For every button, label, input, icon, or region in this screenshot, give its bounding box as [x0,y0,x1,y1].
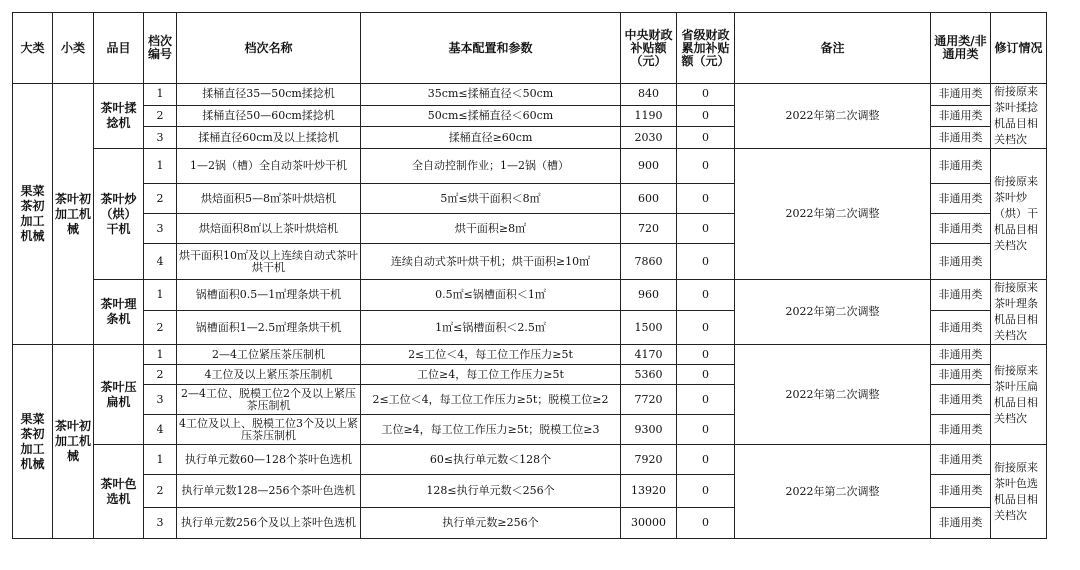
central-subsidy-cell: 1190 [621,105,677,127]
header-general: 通用类/非通用类 [931,13,991,84]
level-number-cell: 3 [144,385,177,415]
header-note: 备注 [735,13,931,84]
level-number-cell: 1 [144,280,177,311]
config-cell: 50cm≤揉桶直径＜60cm [361,105,621,127]
subsidy-table-sheet [12,12,1047,539]
table-row [13,149,1047,184]
config-cell: 2≤工位＜4，每工位工作压力≥5t [361,345,621,365]
central-subsidy-cell: 5360 [621,365,677,385]
level-name-cell: 执行单元数256个及以上茶叶色选机 [177,508,361,539]
config-cell: 执行单元数≥256个 [361,508,621,539]
central-subsidy-cell: 7720 [621,385,677,415]
central-subsidy-cell: 960 [621,280,677,311]
provincial-subsidy-cell: 0 [677,149,735,184]
provincial-subsidy-cell: 0 [677,415,735,445]
level-name-cell: 执行单元数60—128个茶叶色选机 [177,445,361,475]
level-name-cell: 锅槽面积0.5—1㎡理条烘干机 [177,280,361,311]
central-subsidy-cell: 4170 [621,345,677,365]
level-name-cell: 揉桶直径50—60cm揉捻机 [177,105,361,127]
central-subsidy-cell: 9300 [621,415,677,445]
level-number-cell: 3 [144,508,177,539]
level-number-cell: 1 [144,149,177,184]
config-cell: 2≤工位＜4，每工位工作压力≥5t；脱模工位≥2 [361,385,621,415]
subsidy-table [12,12,1047,539]
provincial-subsidy-cell: 0 [677,385,735,415]
table-row [13,84,1047,106]
general-type-cell: 非通用类 [931,105,991,127]
table-row [13,345,1047,365]
level-name-cell: 4工位及以上、脱模工位3个及以上紧压茶压制机 [177,415,361,445]
general-type-cell: 非通用类 [931,345,991,365]
minor-category-cell: 茶叶初加工机械 [53,345,94,539]
revision-cell: 衔接原来茶叶压扁机品目相关档次 [991,345,1047,445]
general-type-cell: 非通用类 [931,244,991,280]
revision-cell: 衔接原来茶叶理条机品目相关档次 [991,280,1047,345]
level-name-cell: 4工位及以上紧压茶压制机 [177,365,361,385]
central-subsidy-cell: 2030 [621,127,677,149]
general-type-cell: 非通用类 [931,365,991,385]
table-header-row [13,13,1047,84]
central-subsidy-cell: 840 [621,84,677,106]
config-cell: 烘干面积≥8㎡ [361,214,621,244]
major-category-cell: 果菜茶初加工机械 [13,345,53,539]
config-cell: 1㎡≤锅槽面积＜2.5㎡ [361,311,621,345]
minor-category-cell: 茶叶初加工机械 [53,84,94,345]
item-cell: 茶叶压扁机 [94,345,144,445]
config-cell: 连续自动式茶叶烘干机；烘干面积≥10㎡ [361,244,621,280]
provincial-subsidy-cell: 0 [677,184,735,214]
header-config: 基本配置和参数 [361,13,621,84]
provincial-subsidy-cell: 0 [677,244,735,280]
header-minor: 小类 [53,13,94,84]
general-type-cell: 非通用类 [931,385,991,415]
level-number-cell: 2 [144,365,177,385]
revision-cell: 衔接原来茶叶揉捻机品目相关档次 [991,84,1047,149]
provincial-subsidy-cell: 0 [677,311,735,345]
provincial-subsidy-cell: 0 [677,475,735,508]
header-provincial-subsidy: 省级财政累加补贴额（元） [677,13,735,84]
header-central-subsidy: 中央财政补贴额（元） [621,13,677,84]
general-type-cell: 非通用类 [931,184,991,214]
header-level-no: 档次编号 [144,13,177,84]
item-cell: 茶叶炒（烘）干机 [94,149,144,280]
table-row [13,445,1047,475]
item-cell: 茶叶理条机 [94,280,144,345]
provincial-subsidy-cell: 0 [677,508,735,539]
header-level-name: 档次名称 [177,13,361,84]
level-name-cell: 烘焙面积8㎡以上茶叶烘焙机 [177,214,361,244]
header-major: 大类 [13,13,53,84]
header-item: 品目 [94,13,144,84]
general-type-cell: 非通用类 [931,445,991,475]
level-name-cell: 烘干面积10㎡及以上连续自动式茶叶烘干机 [177,244,361,280]
provincial-subsidy-cell: 0 [677,84,735,106]
central-subsidy-cell: 7860 [621,244,677,280]
note-cell: 2022年第二次调整 [735,345,931,445]
revision-cell: 衔接原来茶叶炒（烘）干机品目相关档次 [991,149,1047,280]
header-revision: 修订情况 [991,13,1047,84]
general-type-cell: 非通用类 [931,415,991,445]
level-number-cell: 1 [144,84,177,106]
level-number-cell: 3 [144,127,177,149]
provincial-subsidy-cell: 0 [677,365,735,385]
config-cell: 全自动控制作业；1—2锅（槽） [361,149,621,184]
provincial-subsidy-cell: 0 [677,214,735,244]
config-cell: 揉桶直径≥60cm [361,127,621,149]
central-subsidy-cell: 1500 [621,311,677,345]
major-category-cell: 果菜茶初加工机械 [13,84,53,345]
central-subsidy-cell: 30000 [621,508,677,539]
level-name-cell: 2—4工位、脱模工位2个及以上紧压茶压制机 [177,385,361,415]
revision-cell: 衔接原来茶叶色选机品目相关档次 [991,445,1047,539]
central-subsidy-cell: 720 [621,214,677,244]
table-row [13,280,1047,311]
config-cell: 工位≥4，每工位工作压力≥5t；脱模工位≥3 [361,415,621,445]
provincial-subsidy-cell: 0 [677,280,735,311]
level-number-cell: 4 [144,244,177,280]
level-number-cell: 1 [144,445,177,475]
level-number-cell: 1 [144,345,177,365]
config-cell: 5㎡≤烘干面积＜8㎡ [361,184,621,214]
level-name-cell: 揉桶直径35—50cm揉捻机 [177,84,361,106]
level-number-cell: 4 [144,415,177,445]
level-number-cell: 2 [144,105,177,127]
provincial-subsidy-cell: 0 [677,345,735,365]
item-cell: 茶叶揉捻机 [94,84,144,149]
config-cell: 60≤执行单元数＜128个 [361,445,621,475]
level-name-cell: 锅槽面积1—2.5㎡理条烘干机 [177,311,361,345]
note-cell: 2022年第二次调整 [735,445,931,539]
general-type-cell: 非通用类 [931,280,991,311]
level-name-cell: 烘焙面积5—8㎡茶叶烘焙机 [177,184,361,214]
level-number-cell: 2 [144,311,177,345]
level-name-cell: 1—2锅（槽）全自动茶叶炒干机 [177,149,361,184]
level-number-cell: 3 [144,214,177,244]
general-type-cell: 非通用类 [931,508,991,539]
config-cell: 35cm≤揉桶直径＜50cm [361,84,621,106]
item-cell: 茶叶色选机 [94,445,144,539]
general-type-cell: 非通用类 [931,214,991,244]
provincial-subsidy-cell: 0 [677,105,735,127]
central-subsidy-cell: 900 [621,149,677,184]
note-cell: 2022年第二次调整 [735,149,931,280]
level-name-cell: 揉桶直径60cm及以上揉捻机 [177,127,361,149]
level-number-cell: 2 [144,475,177,508]
general-type-cell: 非通用类 [931,475,991,508]
general-type-cell: 非通用类 [931,84,991,106]
note-cell: 2022年第二次调整 [735,84,931,149]
provincial-subsidy-cell: 0 [677,445,735,475]
table-body [13,84,1047,539]
level-name-cell: 2—4工位紧压茶压制机 [177,345,361,365]
central-subsidy-cell: 7920 [621,445,677,475]
provincial-subsidy-cell: 0 [677,127,735,149]
config-cell: 0.5㎡≤锅槽面积＜1㎡ [361,280,621,311]
note-cell: 2022年第二次调整 [735,280,931,345]
general-type-cell: 非通用类 [931,149,991,184]
config-cell: 128≤执行单元数＜256个 [361,475,621,508]
central-subsidy-cell: 600 [621,184,677,214]
general-type-cell: 非通用类 [931,311,991,345]
central-subsidy-cell: 13920 [621,475,677,508]
config-cell: 工位≥4，每工位工作压力≥5t [361,365,621,385]
level-number-cell: 2 [144,184,177,214]
level-name-cell: 执行单元数128—256个茶叶色选机 [177,475,361,508]
general-type-cell: 非通用类 [931,127,991,149]
